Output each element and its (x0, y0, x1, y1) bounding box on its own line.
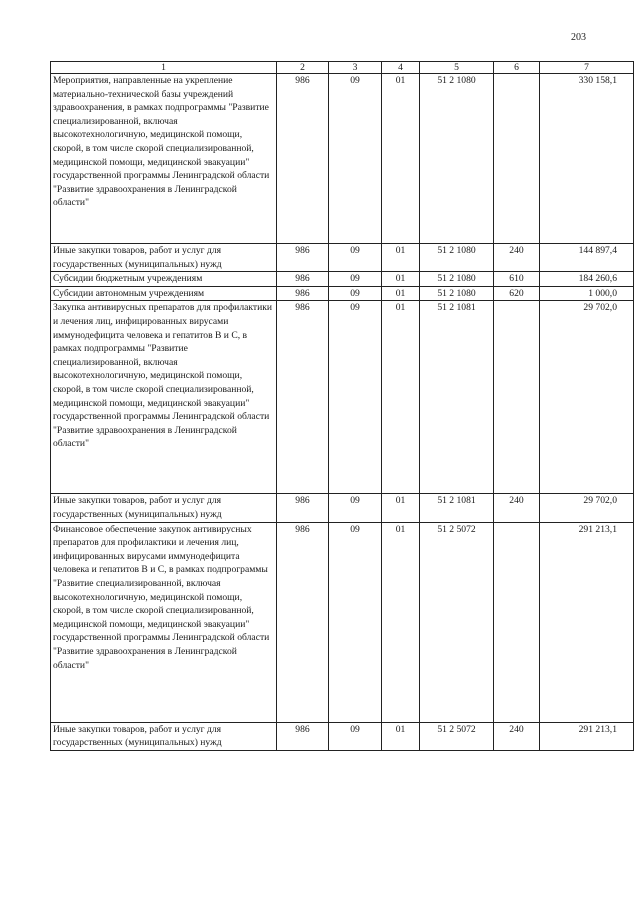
column-header: 6 (494, 62, 540, 74)
row-description: Мероприятия, направленные на укрепление материально-технической базы учреждений здравоохранения, в рамках подпрограммы "Развитие специализированной, включая высокотехнологичную, медицинской помощи, скорой, в том числе скорой специализированной, медицинской помощи, медицинской эвакуации" государственной программы Ленинградской области "Развитие здравоохранения в Ленинградской области" (51, 74, 277, 244)
row-target-article: 51 2 1080 (420, 272, 494, 287)
row-description: Финансовое обеспечение закупок антивирусных препаратов для профилактики и лечения лиц, инфицированных вирусами иммунодефицита человека и гепатитов В и С, в рамках подпрограммы "Развитие специализированной, включая высокотехнологичную, медицинской помощи, скорой, в том числе скорой специализированной, медицинской помощи, медицинской эвакуации" государственной программы Ленинградской области "Развитие здравоохранения в Ленинградской области" (51, 522, 277, 722)
page-number: 203 (571, 32, 586, 43)
row-description: Субсидии бюджетным учреждениям (51, 272, 277, 287)
table-header-row (51, 62, 634, 74)
column-header: 5 (420, 62, 494, 74)
column-header: 1 (51, 62, 277, 74)
row-code: 986 (277, 522, 329, 722)
column-header: 7 (540, 62, 634, 74)
row-subsection: 01 (382, 272, 420, 287)
table-row (51, 286, 634, 301)
row-description: Иные закупки товаров, работ и услуг для государственных (муниципальных) нужд (51, 722, 277, 750)
column-header: 3 (329, 62, 382, 74)
row-amount: 184 260,6 (540, 272, 634, 287)
row-target-article: 51 2 1081 (420, 301, 494, 494)
row-description: Закупка антивирусных препаратов для профилактики и лечения лиц, инфицированных вирусами иммунодефицита человека и гепатитов В и С, в рамках подпрограммы "Развитие специализированной, включая высокотехнологичную, медицинской помощи, скорой, в том числе скорой специализированной, медицинской помощи, медицинской эвакуации" государственной программы Ленинградской области "Развитие здравоохранения в Ленинградской области" (51, 301, 277, 494)
row-description: Иные закупки товаров, работ и услуг для государственных (муниципальных) нужд (51, 494, 277, 522)
row-target-article: 51 2 1081 (420, 494, 494, 522)
row-code: 986 (277, 74, 329, 244)
row-subsection: 01 (382, 522, 420, 722)
row-code: 986 (277, 494, 329, 522)
row-subsection: 01 (382, 301, 420, 494)
row-section: 09 (329, 286, 382, 301)
row-section: 09 (329, 272, 382, 287)
row-target-article: 51 2 1080 (420, 244, 494, 272)
table-row (51, 494, 634, 522)
row-expense-type: 240 (494, 722, 540, 750)
row-section: 09 (329, 494, 382, 522)
row-expense-type: 240 (494, 494, 540, 522)
row-expense-type (494, 522, 540, 722)
row-description: Иные закупки товаров, работ и услуг для государственных (муниципальных) нужд (51, 244, 277, 272)
column-header: 2 (277, 62, 329, 74)
row-amount: 291 213,1 (540, 522, 634, 722)
row-target-article: 51 2 5072 (420, 722, 494, 750)
row-amount: 29 702,0 (540, 301, 634, 494)
row-expense-type: 240 (494, 244, 540, 272)
row-section: 09 (329, 244, 382, 272)
row-target-article: 51 2 5072 (420, 522, 494, 722)
row-code: 986 (277, 286, 329, 301)
row-subsection: 01 (382, 494, 420, 522)
row-subsection: 01 (382, 74, 420, 244)
row-amount: 1 000,0 (540, 286, 634, 301)
row-code: 986 (277, 244, 329, 272)
row-expense-type (494, 74, 540, 244)
row-target-article: 51 2 1080 (420, 74, 494, 244)
table-row (51, 74, 634, 244)
row-expense-type (494, 301, 540, 494)
row-subsection: 01 (382, 244, 420, 272)
row-code: 986 (277, 301, 329, 494)
row-subsection: 01 (382, 722, 420, 750)
row-description: Субсидии автономным учреждениям (51, 286, 277, 301)
table-row (51, 301, 634, 494)
row-section: 09 (329, 74, 382, 244)
row-section: 09 (329, 522, 382, 722)
budget-table (50, 61, 634, 751)
table-row (51, 722, 634, 750)
row-target-article: 51 2 1080 (420, 286, 494, 301)
row-amount: 29 702,0 (540, 494, 634, 522)
row-section: 09 (329, 301, 382, 494)
table-row (51, 244, 634, 272)
row-expense-type: 620 (494, 286, 540, 301)
row-code: 986 (277, 272, 329, 287)
table-row (51, 272, 634, 287)
row-amount: 291 213,1 (540, 722, 634, 750)
table-row (51, 522, 634, 722)
row-amount: 330 158,1 (540, 74, 634, 244)
column-header: 4 (382, 62, 420, 74)
row-subsection: 01 (382, 286, 420, 301)
row-expense-type: 610 (494, 272, 540, 287)
row-code: 986 (277, 722, 329, 750)
row-section: 09 (329, 722, 382, 750)
row-amount: 144 897,4 (540, 244, 634, 272)
